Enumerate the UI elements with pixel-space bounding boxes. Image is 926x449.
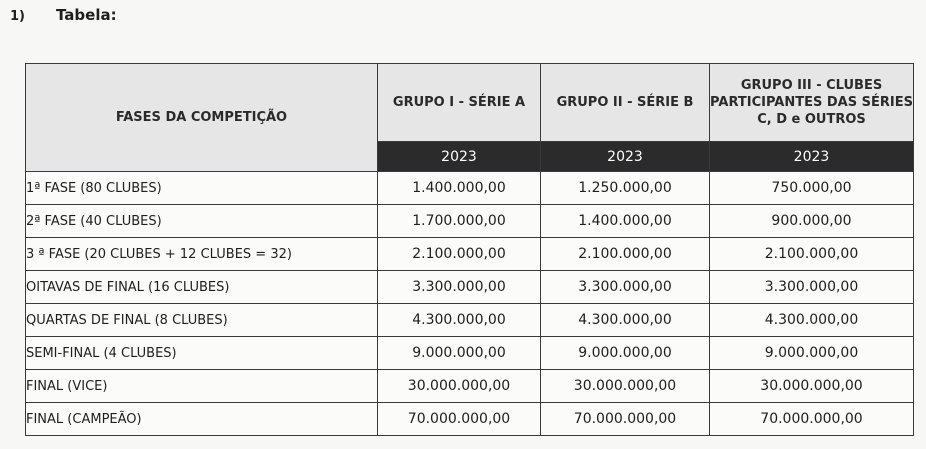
column-header-group-2: GRUPO II - SÉRIE B (541, 64, 710, 142)
phase-cell: FINAL (CAMPEÃO) (26, 403, 378, 436)
value-cell: 2.100.000,00 (541, 238, 710, 271)
table-row (26, 370, 914, 403)
value-cell: 70.000.000,00 (541, 403, 710, 436)
column-header-group-1: GRUPO I - SÉRIE A (378, 64, 541, 142)
year-header-group-2: 2023 (541, 142, 710, 172)
section-number: 1) (10, 9, 25, 24)
phase-cell: FINAL (VICE) (26, 370, 378, 403)
column-header-group-3: GRUPO III - CLUBES PARTICIPANTES DAS SÉRIES C, D e OUTROS (710, 64, 914, 142)
phase-cell: 2ª FASE (40 CLUBES) (26, 205, 378, 238)
phase-cell: OITAVAS DE FINAL (16 CLUBES) (26, 271, 378, 304)
table-row (26, 205, 914, 238)
phase-cell: 3 ª FASE (20 CLUBES + 12 CLUBES = 32) (26, 238, 378, 271)
value-cell: 3.300.000,00 (541, 271, 710, 304)
value-cell: 30.000.000,00 (541, 370, 710, 403)
table-row (26, 403, 914, 436)
value-cell: 4.300.000,00 (378, 304, 541, 337)
value-cell: 30.000.000,00 (710, 370, 914, 403)
value-cell: 3.300.000,00 (378, 271, 541, 304)
value-cell: 2.100.000,00 (710, 238, 914, 271)
section-heading (10, 6, 117, 24)
value-cell: 1.400.000,00 (378, 172, 541, 205)
table-header-row (26, 64, 914, 142)
phase-cell: SEMI-FINAL (4 CLUBES) (26, 337, 378, 370)
value-cell: 1.700.000,00 (378, 205, 541, 238)
value-cell: 3.300.000,00 (710, 271, 914, 304)
value-cell: 1.400.000,00 (541, 205, 710, 238)
value-cell: 30.000.000,00 (378, 370, 541, 403)
value-cell: 70.000.000,00 (378, 403, 541, 436)
value-cell: 4.300.000,00 (541, 304, 710, 337)
prize-table (25, 63, 914, 436)
table-row (26, 304, 914, 337)
phase-cell: QUARTAS DE FINAL (8 CLUBES) (26, 304, 378, 337)
value-cell: 4.300.000,00 (710, 304, 914, 337)
value-cell: 1.250.000,00 (541, 172, 710, 205)
column-header-phases: FASES DA COMPETIÇÃO (26, 64, 378, 172)
value-cell: 900.000,00 (710, 205, 914, 238)
table-row (26, 238, 914, 271)
section-title: Tabela: (56, 6, 117, 24)
value-cell: 9.000.000,00 (710, 337, 914, 370)
year-header-group-1: 2023 (378, 142, 541, 172)
table-row (26, 172, 914, 205)
year-header-group-3: 2023 (710, 142, 914, 172)
value-cell: 750.000,00 (710, 172, 914, 205)
value-cell: 2.100.000,00 (378, 238, 541, 271)
table-row (26, 337, 914, 370)
value-cell: 70.000.000,00 (710, 403, 914, 436)
value-cell: 9.000.000,00 (378, 337, 541, 370)
value-cell: 9.000.000,00 (541, 337, 710, 370)
table-row (26, 271, 914, 304)
phase-cell: 1ª FASE (80 CLUBES) (26, 172, 378, 205)
